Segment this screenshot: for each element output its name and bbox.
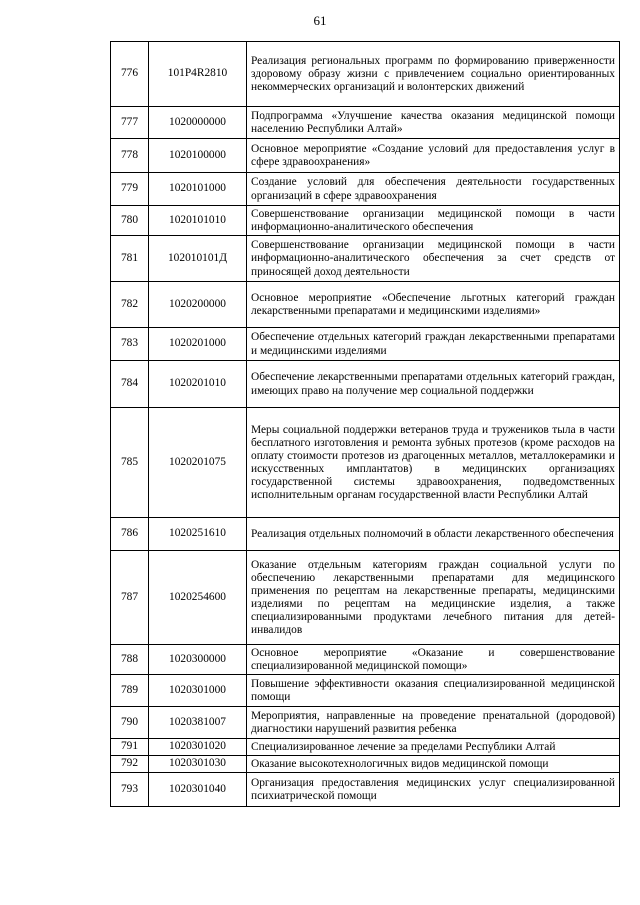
row-code: 1020200000 [149,282,247,328]
row-name: Повышение эффективности оказания специализированной медицинской помощи [247,675,620,707]
table-body [111,42,620,807]
table-row [111,107,620,139]
row-name: Специализированное лечение за пределами Республики Алтай [247,739,620,756]
row-number: 784 [111,361,149,408]
row-name: Основное мероприятие «Создание условий для предоставления услуг в сфере здравоохранения» [247,139,620,173]
row-name: Обеспечение лекарственными препаратами отдельных категорий граждан, имеющих право на получение мер социальной поддержки [247,361,620,408]
table-row [111,518,620,551]
table-row [111,139,620,173]
row-name: Оказание высокотехнологичных видов медицинской помощи [247,756,620,773]
row-number: 779 [111,173,149,206]
row-code: 101P4R2810 [149,42,247,107]
budget-classification-table [110,41,620,807]
row-number: 781 [111,236,149,282]
row-name: Мероприятия, направленные на проведение пренатальной (дородовой) диагностики нарушений развития ребенка [247,707,620,739]
row-number: 793 [111,773,149,807]
row-code: 1020301030 [149,756,247,773]
page-number: 61 [313,13,327,28]
row-name: Реализация региональных программ по формированию приверженности здоровому образу жизни с привлечением социально ориентированных некоммерческих организаций и волонтерских движений [247,42,620,107]
row-number: 792 [111,756,149,773]
row-number: 778 [111,139,149,173]
row-code: 1020251610 [149,518,247,551]
row-name: Основное мероприятие «Оказание и совершенствование специализированной медицинской помощи» [247,645,620,675]
table-row [111,173,620,206]
row-code: 1020201000 [149,328,247,361]
row-name: Подпрограмма «Улучшение качества оказания медицинской помощи населению Республики Алтай» [247,107,620,139]
table-row [111,773,620,807]
row-code: 1020300000 [149,645,247,675]
row-code: 1020254600 [149,551,247,645]
row-number: 782 [111,282,149,328]
row-code: 1020201075 [149,408,247,518]
table-row [111,756,620,773]
table-row [111,282,620,328]
table-row [111,361,620,408]
row-code: 1020100000 [149,139,247,173]
row-code: 102010101Д [149,236,247,282]
row-name: Совершенствование организации медицинской помощи в части информационно-аналитического обеспечения за счет средств от приносящей доход деятельности [247,236,620,282]
table-row [111,42,620,107]
row-number: 787 [111,551,149,645]
row-number: 790 [111,707,149,739]
row-code: 1020201010 [149,361,247,408]
row-code: 1020301040 [149,773,247,807]
row-name: Основное мероприятие «Обеспечение льготных категорий граждан лекарственными препаратами и медицинскими изделиями» [247,282,620,328]
table-row [111,739,620,756]
table-row [111,675,620,707]
row-number: 791 [111,739,149,756]
table-row [111,328,620,361]
row-number: 789 [111,675,149,707]
row-name: Реализация отдельных полномочий в области лекарственного обеспечения [247,518,620,551]
row-code: 1020301000 [149,675,247,707]
table-row [111,551,620,645]
row-name: Обеспечение отдельных категорий граждан лекарственными препаратами и медицинскими изделиями [247,328,620,361]
row-number: 785 [111,408,149,518]
row-code: 1020101010 [149,206,247,236]
table-row [111,707,620,739]
row-code: 1020101000 [149,173,247,206]
row-number: 780 [111,206,149,236]
table-row [111,206,620,236]
row-name: Создание условий для обеспечения деятельности государственных организаций в сфере здравоохранения [247,173,620,206]
table-row [111,408,620,518]
row-number: 788 [111,645,149,675]
row-code: 1020381007 [149,707,247,739]
row-name: Оказание отдельным категориям граждан социальной услуги по обеспечению лекарственными препаратами для медицинского применения по рецептам на лекарственные препараты, медицинскими изделиями по рецептам на медицинские изделия, а также специализированными продуктами лечебного питания для детей-инвалидов [247,551,620,645]
row-name: Меры социальной поддержки ветеранов труда и тружеников тыла в части бесплатного изготовления и ремонта зубных протезов (кроме расходов на оплату стоимости протезов из драгоценных металлов, металлокерамики и искусственных имплантатов) в медицинских организациях государственной системы здравоохранения, подведомственных исполнительным органам государственной власти Республики Алтай [247,408,620,518]
row-code: 1020000000 [149,107,247,139]
row-number: 783 [111,328,149,361]
row-code: 1020301020 [149,739,247,756]
row-number: 786 [111,518,149,551]
row-name: Организация предоставления медицинских услуг специализированной психиатрической помощи [247,773,620,807]
row-number: 776 [111,42,149,107]
row-name: Совершенствование организации медицинской помощи в части информационно-аналитического обеспечения [247,206,620,236]
row-number: 777 [111,107,149,139]
table-row [111,645,620,675]
table-row [111,236,620,282]
